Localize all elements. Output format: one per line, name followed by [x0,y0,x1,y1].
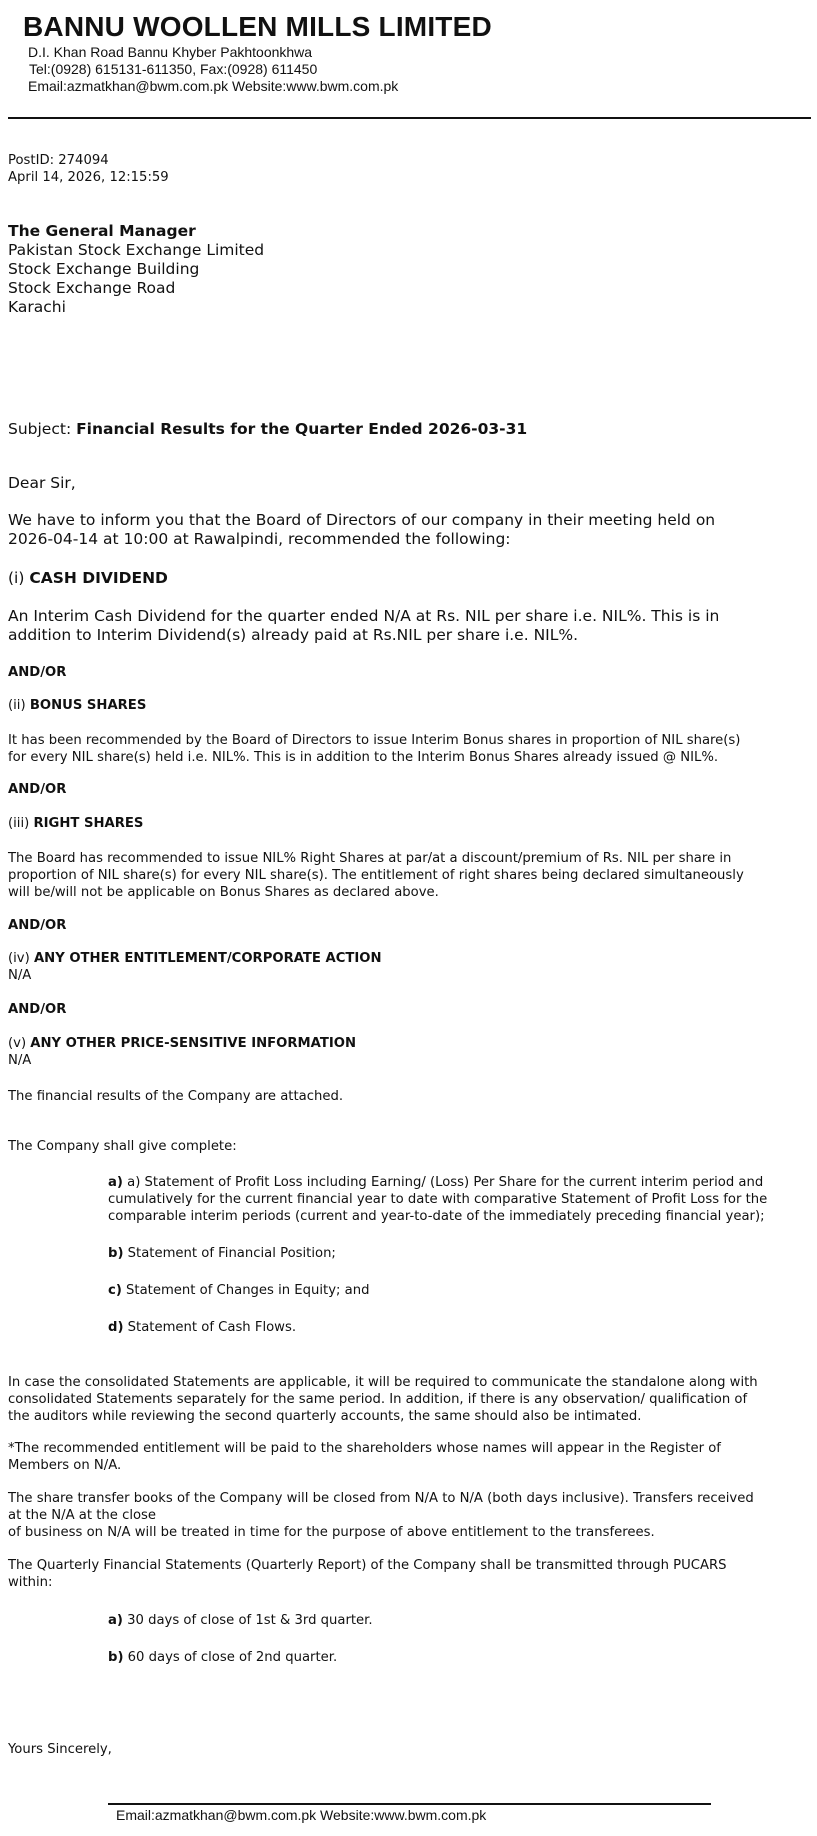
statement-b [108,1245,798,1262]
statement-d-label: d) [108,1320,124,1335]
post-id: PostID: 274094 [8,153,109,168]
give-complete: The Company shall give complete: [8,1139,237,1154]
company-phone: Tel:(0928) 615131-611350, Fax:(0928) 611450 [29,61,318,77]
recipient-line-4: Karachi [8,298,66,316]
pucars-a-label: a) [108,1613,123,1628]
bonus-text [8,732,808,766]
and-or-3: AND/OR [8,918,67,933]
pucars-paragraph [8,1557,808,1591]
intro-line-2: 2026-04-14 at 10:00 at Rawalpindi, recommended the following: [8,530,511,548]
transfer-books-line-3: of business on N/A will be treated in time for the purpose of above entitlement to the transferees. [8,1525,655,1540]
right-text [8,850,808,901]
right-title: RIGHT SHARES [33,816,144,831]
pucars-b [108,1649,798,1666]
cash-dividend-line-2: addition to Interim Dividend(s) already paid at Rs.NIL per share i.e. NIL%. [8,626,579,644]
entitlement-line-1: *The recommended entitlement will be paid to the shareholders whose names will appear in the Register of [8,1441,721,1456]
price-sensitive [8,1035,808,1069]
statement-a-line-1: a) Statement of Profit Loss including Earning/ (Loss) Per Share for the current interim period and [122,1175,764,1190]
right-line-3: will be/will not be applicable on Bonus Shares as declared above. [8,885,439,900]
footer-divider [108,1803,711,1805]
pucars-line-2: within: [8,1575,53,1590]
company-address: D.I. Khan Road Bannu Khyber Pakhtoonkhwa [28,44,313,60]
consolidated-line-1: In case the consolidated Statements are applicable, it will be required to communicate the standalone along with [8,1375,758,1390]
footer-contact: Email:azmatkhan@bwm.com.pk Website:www.bwm.com.pk [116,1807,487,1823]
pucars-line-1: The Quarterly Financial Statements (Quarterly Report) of the Company shall be transmitted through PUCARS [8,1558,727,1573]
right-line-2: proportion of NIL share(s) for every NIL share(s). The entitlement of right shares being declared simultaneously [8,868,744,883]
statement-d [108,1319,798,1336]
pucars-a [108,1612,798,1629]
and-or-2: AND/OR [8,782,67,797]
other-entitlement-title: ANY OTHER ENTITLEMENT/CORPORATE ACTION [33,951,382,966]
statement-c-label: c) [108,1283,122,1298]
right-prefix: (iii) [8,816,34,831]
bonus-heading [8,697,808,714]
cash-dividend-text [8,607,808,645]
statement-a-label: a) [108,1175,123,1190]
transfer-books-line-1: The share transfer books of the Company will be closed from N/A to N/A (both days inclusive). Transfers received [8,1491,754,1506]
price-sensitive-prefix: (v) [8,1036,31,1051]
recipient-line-3: Stock Exchange Road [8,279,176,297]
intro-line-1: We have to inform you that the Board of Directors of our company in their meeting held on [8,511,716,529]
other-entitlement-value: N/A [8,968,32,983]
transfer-books-paragraph [8,1490,808,1541]
statement-a-line-3: comparable interim periods (current and year-to-date of the immediately preceding financial year); [108,1209,765,1224]
statement-a-line-2: cumulatively for the current financial year to date with comparative Statement of Profit Loss for the [108,1192,768,1207]
letterhead [23,10,803,95]
recipient-line-2: Stock Exchange Building [8,260,200,278]
statement-a [108,1174,798,1225]
transfer-books-line-2: at the N/A at the close [8,1508,157,1523]
header-divider [8,117,811,119]
company-contact: Email:azmatkhan@bwm.com.pk Website:www.bwm.com.pk [28,78,399,94]
cash-dividend-line-1: An Interim Cash Dividend for the quarter ended N/A at Rs. NIL per share i.e. NIL%. This is in [8,607,720,625]
subject-line [8,420,808,439]
entitlement-note [8,1440,808,1474]
bonus-line-2: for every NIL share(s) held i.e. NIL%. This is in addition to the Interim Bonus Shares already issued @ NIL%. [8,750,719,765]
statement-d-text: Statement of Cash Flows. [123,1320,297,1335]
cash-dividend-prefix: (i) [8,569,30,587]
salutation: Dear Sir, [8,474,76,492]
other-entitlement-prefix: (iv) [8,951,34,966]
statement-b-text: Statement of Financial Position; [123,1246,336,1261]
entitlement-line-2: Members on N/A. [8,1458,122,1473]
bonus-title: BONUS SHARES [29,698,147,713]
subject-text: Financial Results for the Quarter Ended 2026-03-31 [76,420,528,438]
statement-c [108,1282,798,1299]
cash-dividend-title: CASH DIVIDEND [29,569,168,587]
consolidated-line-3: the auditors while reviewing the second quarterly accounts, the same should also be intimated. [8,1409,642,1424]
price-sensitive-title: ANY OTHER PRICE-SENSITIVE INFORMATION [30,1036,356,1051]
post-meta [8,152,808,186]
bonus-line-1: It has been recommended by the Board of Directors to issue Interim Bonus shares in proportion of NIL share(s) [8,733,741,748]
statement-c-text: Statement of Changes in Equity; and [121,1283,370,1298]
other-entitlement [8,950,808,984]
post-datetime: April 14, 2026, 12:15:59 [8,170,169,185]
consolidated-paragraph [8,1374,808,1425]
closing: Yours Sincerely, [8,1742,112,1757]
results-attached: The financial results of the Company are attached. [8,1089,344,1104]
and-or-1: AND/OR [8,665,67,680]
subject-label: Subject: [8,420,77,438]
consolidated-line-2: consolidated Statements separately for the same period. In addition, if there is any observation/ qualification of [8,1392,748,1407]
pucars-b-label: b) [108,1650,124,1665]
cash-dividend-heading [8,569,808,588]
right-heading [8,815,808,832]
company-name: BANNU WOOLLEN MILLS LIMITED [23,11,492,42]
recipient-line-1: Pakistan Stock Exchange Limited [8,241,265,259]
pucars-a-text: 30 days of close of 1st & 3rd quarter. [122,1613,373,1628]
bonus-prefix: (ii) [8,698,30,713]
and-or-4: AND/OR [8,1002,67,1017]
right-line-1: The Board has recommended to issue NIL% Right Shares at par/at a discount/premium of Rs. NIL per share in [8,851,732,866]
statement-b-label: b) [108,1246,124,1261]
intro-paragraph [8,511,808,549]
recipient-title: The General Manager [8,222,196,240]
pucars-b-text: 60 days of close of 2nd quarter. [123,1650,338,1665]
price-sensitive-value: N/A [8,1053,32,1068]
recipient-block [8,222,808,317]
